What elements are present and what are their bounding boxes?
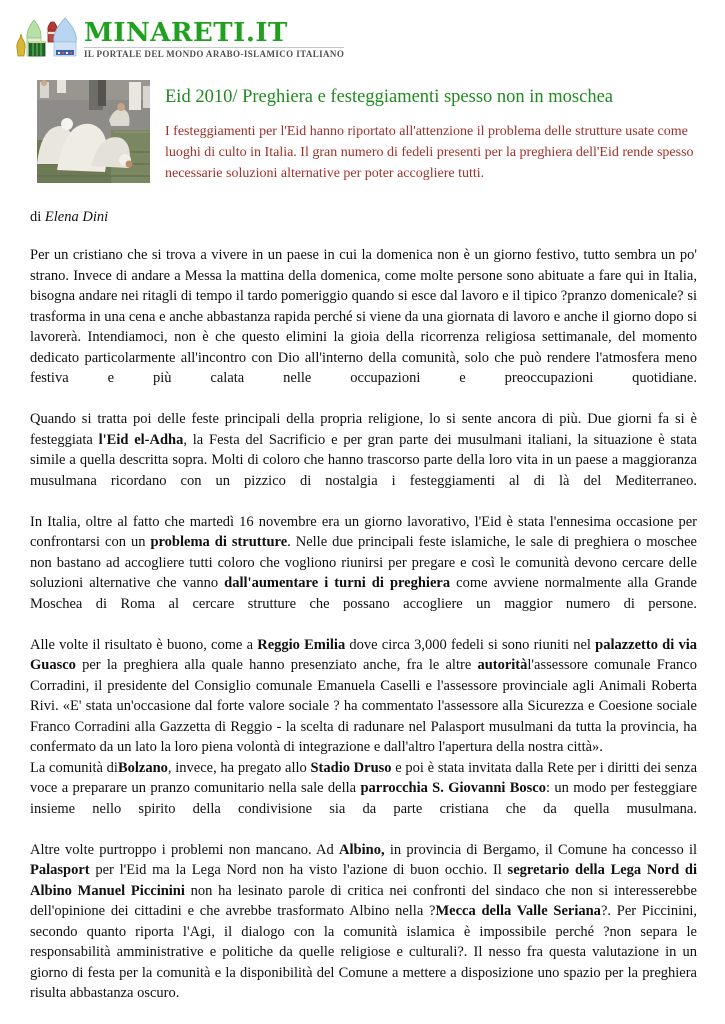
- bold-text-segment: l'Eid el-Adha: [98, 431, 184, 448]
- text-segment: Quando si tratta poi delle feste principali della propria religione, lo si sente ancora di più. Due giorni fa si è festeggiata: [30, 411, 697, 448]
- bold-text-segment: autorità: [477, 657, 528, 673]
- text-segment: ?. Per Piccinini, secondo quanto riporta l'Agi, il dialogo con la comunità islamica è impossibile perché ?non separa le responsabilità amministrative e politiche da quelle religiose e culturali?. Il nesso fra questa valutazione in un giorno di festa per la comunità e la disponibilità del Comune a mettere a disposizione uno spazio per la preghiera risulta abbastanza oscuro.: [30, 903, 698, 1001]
- bold-text-segment: dall'aumentare i turni di preghiera: [224, 575, 451, 591]
- text-segment: Alle volte il risultato è buono, come a: [30, 636, 258, 653]
- text-segment: non ha lesinato parole di critica nei confronti del sindaco che non si interesserebbe dell'opinione dei cittadini e che avrebbe trasformato Albino nella ?: [30, 882, 697, 919]
- text-segment: per la preghiera alla quale hanno presenziato anche, fra le altre: [75, 657, 478, 673]
- prayer-scene-photo: [37, 80, 150, 183]
- text-segment: . Nelle due principali feste islamiche, le sale di preghiera o moschee non bastano ad accogliere tutti coloro che vogliono riunirsi per pregare e così le comunità devono cercare delle soluzioni alternative che vanno: [30, 534, 697, 591]
- logo-title: MINARETI.IT: [84, 18, 288, 48]
- article-body: [30, 245, 697, 1004]
- text-segment: l'assessore comunale Franco Corradini, il presidente del Consiglio comunale Emanuela Caselli e l'assessore provinciale agli Animali Roberta Rivi. «E' stata un'occasione dal forte valore sociale ? ha commentato l'assessore alla Sicurezza e Coesione sociale Franco Corradini alla Gazzetta di Reggio - la scelta di radunare nel Palasport musulmani da tutta la provincia, ha confermato da un lato la loro piena volontà di integrazione e dall'altro l'apertura della nostra città».: [30, 657, 697, 755]
- byline: [30, 207, 695, 227]
- article-paragraph: [30, 758, 697, 820]
- bold-text-segment: Palasport: [30, 862, 90, 878]
- text-segment: , invece, ha pregato allo: [167, 759, 311, 776]
- article-standfirst: I festeggiamenti per l'Eid hanno riportato all'attenzione il problema delle strutture usate come luoghi di culto in Italia. Il gran numero di fedeli presenti per la preghiera dell'Eid rende spesso necessarie soluzioni alternative per poter accogliere tutti.: [165, 124, 694, 181]
- text-segment: come avviene normalmente alla Grande Moschea di Roma al cercare strutture che possano accogliere un maggior numero di persone.: [30, 575, 697, 612]
- article-paragraph: [30, 840, 697, 1004]
- article-title: Eid 2010/ Preghiera e festeggiamenti spesso non in moschea: [165, 87, 614, 107]
- text-segment: dove circa 3,000 fedeli si sono riuniti nel: [345, 636, 596, 653]
- text-segment: In Italia, oltre al fatto che martedì 16 novembre era un giorno lavorativo, l'Eid è stata l'ennesima occasione per confrontarsi con un: [30, 513, 697, 550]
- text-segment: Altre volte purtroppo i problemi non mancano. Ad: [30, 841, 340, 858]
- bold-text-segment: segretario della Lega Nord di Albino Manuel Piccinini: [30, 862, 697, 899]
- bold-text-segment: problema di strutture: [150, 534, 288, 550]
- logo-tagline: IL PORTALE DEL MONDO ARABO-ISLAMICO ITALIANO: [84, 49, 345, 59]
- article-paragraph: [30, 512, 697, 615]
- bold-text-segment: palazzetto di via Guasco: [30, 636, 697, 673]
- headline-block: [165, 80, 697, 184]
- author-name: Elena Dini: [44, 209, 109, 225]
- bold-text-segment: Albino,: [339, 841, 385, 858]
- bold-text-segment: Bolzano: [117, 759, 168, 776]
- bold-text-segment: Mecca della Valle Seriana: [435, 903, 601, 919]
- text-segment: : un modo per festeggiare insieme nello spirito della condivisione sia da parte cristiana che da quella musulmana.: [30, 780, 698, 817]
- article-paragraph: [30, 409, 697, 491]
- article-header: [37, 80, 697, 184]
- text-segment: Per un cristiano che si trova a vivere in un paese in cui la domenica non è un giorno festivo, tutto sembra un po' strano. Invece di andare a Messa la mattina della domenica, come molte persone sono abituate a fare qui in Italia, bisogna andare nei ritagli di tempo il tardo pomeriggio quando si esce dal lavoro e il tipico ?pranzo domenicale? si trasforma in una cena e anche abbastanza rapida perché si viene da una giornata di lavoro e anche il giorno dopo si lavorerà. Intendiamoci, non è che questo elimini la gioia della ricorrenza religiosa settimanale, del momento dedicato particolarmente all'incontro con Dio all'interno della comunità, solo che può rendere l'atmosfera meno festiva e più calata nelle occupazioni e preoccupazioni quotidiane.: [30, 247, 697, 386]
- text-segment: in provincia di Bergamo, il Comune ha concesso il: [384, 841, 698, 858]
- bold-text-segment: parrocchia S. Giovanni Bosco: [360, 780, 546, 796]
- text-segment: e poi è stata invitata dalla Rete per i diritti dei senza voce a preparare un pranzo comunitario nella sale della: [30, 759, 698, 796]
- site-logo[interactable]: [14, 14, 344, 60]
- article-paragraph: [30, 245, 697, 389]
- byline-prefix: di: [30, 209, 45, 225]
- minarets-icon: [14, 14, 80, 60]
- article-paragraph: [30, 635, 697, 758]
- text-segment: La comunità di: [30, 759, 118, 776]
- bold-text-segment: Stadio Druso: [310, 759, 392, 776]
- bold-text-segment: Reggio Emilia: [257, 636, 346, 653]
- text-segment: per l'Eid ma la Lega Nord non ha visto l'azione di buon occhio. Il: [89, 862, 508, 878]
- site-header: [0, 0, 725, 60]
- text-segment: , la Festa del Sacrificio e per gran parte dei musulmani italiani, la situazione è stata simile a quella descritta sopra. Molti di coloro che hanno trascorso parte della loro vita in un paese a maggioranza musulmana ricordano con un pizzico di nostalgia i festeggiamenti al di là del Mediterraneo.: [30, 431, 697, 489]
- logo-text-block: [84, 18, 345, 60]
